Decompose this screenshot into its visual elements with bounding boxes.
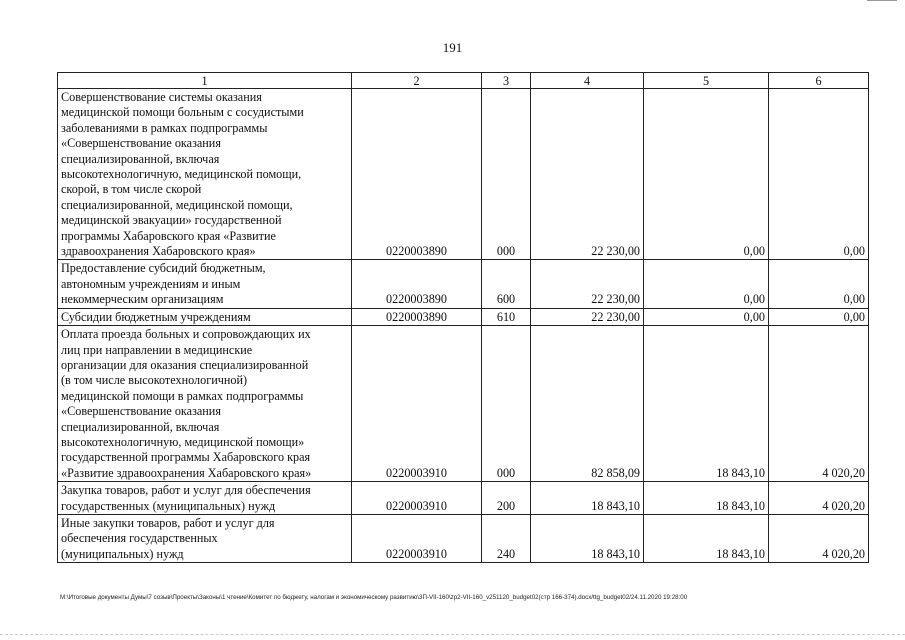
budget-table	[57, 72, 869, 563]
table-row	[58, 326, 869, 482]
row-description	[58, 260, 352, 308]
description-line: заболеваниями в рамках подпрограммы	[61, 120, 268, 135]
amount-col-5: 18 843,10	[644, 326, 769, 482]
amount-col-6: 0,00	[769, 260, 869, 308]
description-line: специализированной, включая	[61, 151, 220, 166]
description-line: медицинской помощи в рамках подпрограммы	[61, 388, 304, 403]
amount-col-5: 0,00	[644, 260, 769, 308]
amount-col-6: 4 020,20	[769, 482, 869, 515]
description-line: государственной программы Хабаровского края	[61, 450, 311, 465]
amount-col-4: 22 230,00	[531, 308, 644, 325]
table-row	[58, 260, 869, 308]
description-line: здравоохранения Хабаровского края»	[61, 244, 256, 259]
description-line: государственных (муниципальных) нужд	[61, 498, 276, 513]
description-line: некоммерческим организациям	[61, 292, 224, 307]
page-number: 191	[442, 40, 463, 55]
header-row	[58, 73, 869, 89]
amount-col-4: 18 843,10	[531, 514, 644, 562]
description-line: обеспечения государственных	[61, 531, 218, 546]
table-body	[58, 89, 869, 563]
row-description	[58, 514, 352, 562]
col-header-2: 2	[352, 73, 482, 89]
description-line: медицинской эвакуации» государственной	[61, 213, 282, 228]
description-line: лиц при направлении в медицинские	[61, 342, 253, 357]
amount-col-5: 0,00	[644, 89, 769, 260]
amount-col-6: 0,00	[769, 89, 869, 260]
target-article-code: 0220003890	[352, 308, 482, 325]
row-description	[58, 89, 352, 260]
col-header-5: 5	[644, 73, 769, 89]
description-line: медицинской помощи больным с сосудистыми	[61, 105, 304, 120]
amount-col-6: 0,00	[769, 308, 869, 325]
description-line: высокотехнологичную, медицинской помощи»	[61, 434, 305, 449]
amount-col-6: 4 020,20	[769, 326, 869, 482]
amount-col-4: 22 230,00	[531, 89, 644, 260]
expense-type-code: 000	[482, 326, 531, 482]
table-row	[58, 482, 869, 515]
row-description	[58, 482, 352, 515]
col-header-3: 3	[482, 73, 531, 89]
corner-mark	[867, 0, 897, 1]
description-line: Совершенствование системы оказания	[61, 90, 262, 104]
target-article-code: 0220003910	[352, 514, 482, 562]
expense-type-code: 000	[482, 89, 531, 260]
description-line: Закупка товаров, работ и услуг для обеспечения	[61, 483, 311, 498]
col-header-1: 1	[58, 73, 352, 89]
amount-col-6: 4 020,20	[769, 514, 869, 562]
row-description	[58, 308, 352, 325]
description-line: «Совершенствование оказания	[61, 136, 221, 151]
description-line: Оплата проезда больных и сопровождающих их	[61, 327, 311, 342]
description-line: Субсидии бюджетным учреждениям	[61, 309, 251, 324]
col-header-4: 4	[531, 73, 644, 89]
table-row	[58, 514, 869, 562]
description-line: высокотехнологичную, медицинской помощи,	[61, 167, 302, 182]
file-path-footer: M:\Итоговые документы Думы\7 созыв\Проекты\Законы\1 чтение\Комитет по бюджету, налогам и экономическому развитию\3П-VII-160\zp2-VII-160_v251120_budget02(стр 166-374).docx/ttg_budget02/24.11.2020 19:28:00	[60, 594, 688, 601]
amount-col-4: 18 843,10	[531, 482, 644, 515]
description-line: организации для оказания специализированной	[61, 357, 309, 372]
amount-col-4: 22 230,00	[531, 260, 644, 308]
page-edge-line	[0, 634, 905, 636]
description-line: (муниципальных) нужд	[61, 546, 184, 561]
description-line: специализированной, включая	[61, 419, 220, 434]
table-row	[58, 308, 869, 325]
description-line: автономным учреждениям и иным	[61, 276, 241, 291]
description-line: «Совершенствование оказания	[61, 404, 221, 419]
target-article-code: 0220003890	[352, 89, 482, 260]
description-line: Предоставление субсидий бюджетным,	[61, 261, 266, 276]
target-article-code: 0220003890	[352, 260, 482, 308]
amount-col-4: 82 858,09	[531, 326, 644, 482]
description-line: скорой, в том числе скорой	[61, 182, 202, 197]
amount-col-5: 18 843,10	[644, 482, 769, 515]
description-line: Иные закупки товаров, работ и услуг для	[61, 515, 275, 530]
description-line: программы Хабаровского края «Развитие	[61, 228, 276, 243]
description-line: специализированной, медицинской помощи,	[61, 197, 293, 212]
amount-col-5: 18 843,10	[644, 514, 769, 562]
description-line: «Развитие здравоохранения Хабаровского края»	[61, 465, 312, 480]
expense-type-code: 200	[482, 482, 531, 515]
description-line: (в том числе высокотехнологичной)	[61, 373, 248, 388]
target-article-code: 0220003910	[352, 482, 482, 515]
expense-type-code: 600	[482, 260, 531, 308]
target-article-code: 0220003910	[352, 326, 482, 482]
row-description	[58, 326, 352, 482]
expense-type-code: 240	[482, 514, 531, 562]
amount-col-5: 0,00	[644, 308, 769, 325]
table-row	[58, 89, 869, 260]
col-header-6: 6	[769, 73, 869, 89]
expense-type-code: 610	[482, 308, 531, 325]
